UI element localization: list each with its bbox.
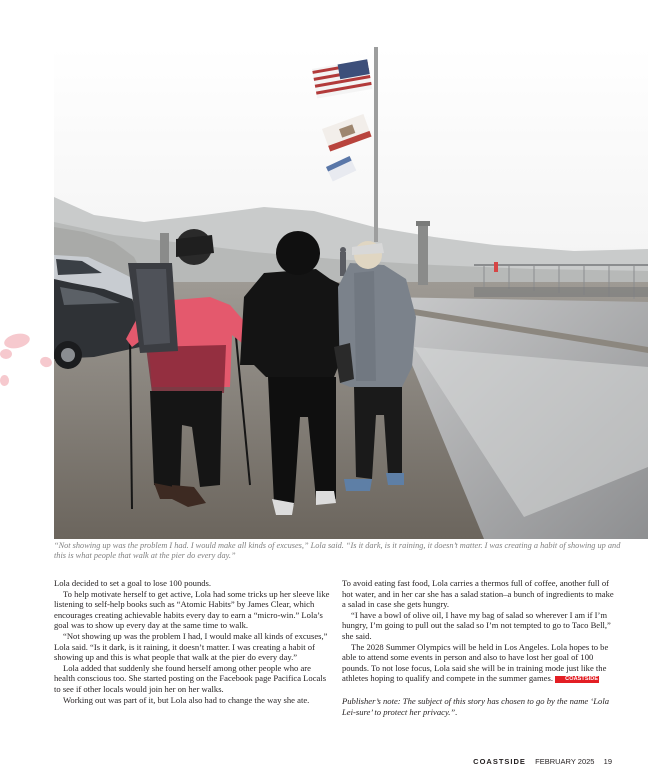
photo-caption: “Not showing up was the problem I had. I would make all kinds of excuses,” Lola said. “Is it dark, is it raining, it doesn’t matter. I was creating a habit of showing up and this is what people that walk at the pier do every day.”	[54, 541, 621, 560]
magazine-name: COASTSIDE	[473, 757, 526, 766]
article-column-left	[54, 578, 330, 705]
paragraph: Lola added that suddenly she found herself among other people who are health conscious too. She started posting on the Facebook page Pacifica Locals to see if other locals would join her on her walks.	[54, 662, 327, 694]
paragraph: “I have a bowl of olive oil, I have my bag of salad so wherever I am if I’m hungry, I’m going to pull out the salad so I’m not tempted to go to Taco Bell,” she said.	[342, 609, 611, 641]
page-footer	[473, 757, 612, 766]
decorative-brush-mark	[0, 375, 9, 386]
end-mark: COASTSIDE	[555, 676, 599, 683]
article-photo	[54, 47, 648, 539]
decorative-brush-mark	[0, 349, 12, 359]
paragraph: Working out was part of it, but Lola also had to change the way she ate.	[63, 694, 310, 705]
paragraph: Lola decided to set a goal to lose 100 pounds.	[54, 578, 212, 588]
article-column-right	[342, 578, 618, 717]
decorative-brush-mark	[39, 355, 54, 369]
issue-date: FEBRUARY 2025	[535, 757, 595, 766]
paragraph	[342, 642, 618, 684]
publisher-note: Publisher’s note: The subject of this story has chosen to go by the name ‘Lola Lei-sure’ to protect her privacy.”.	[342, 695, 610, 717]
decorative-brush-mark	[3, 331, 31, 350]
page-number: 19	[603, 757, 612, 766]
paragraph: To help motivate herself to get active, Lola had some tricks up her sleeve like listening to self-help books such as “Atomic Habits” by James Clear, which encourages creating achievable habits every day to earn a “micro-win.” Lola’s goal was to show up every day at the same time to walk.	[54, 588, 330, 631]
paragraph: “Not showing up was the problem I had, I would make all kinds of excuses,” Lola said. “Is it dark, is it raining, it doesn’t matter. I was creating a habit of showing up and this is what people that walk at the pier do every day.”	[54, 630, 328, 663]
paragraph-text: The 2028 Summer Olympics will be held in Los Angeles. Lola hopes to be able to attend some events in person and also to have lost her goal of 100 pounds. To not lose focus, Lola said she will be in training mode just like the athletes hoping to qualify and compete in the summer games.	[342, 641, 609, 684]
paragraph: To avoid eating fast food, Lola carries a thermos full of coffee, another full of hot water, and in her car she has a salad station–a bunch of ingredients to make a salad in case she gets hungry.	[342, 578, 614, 610]
